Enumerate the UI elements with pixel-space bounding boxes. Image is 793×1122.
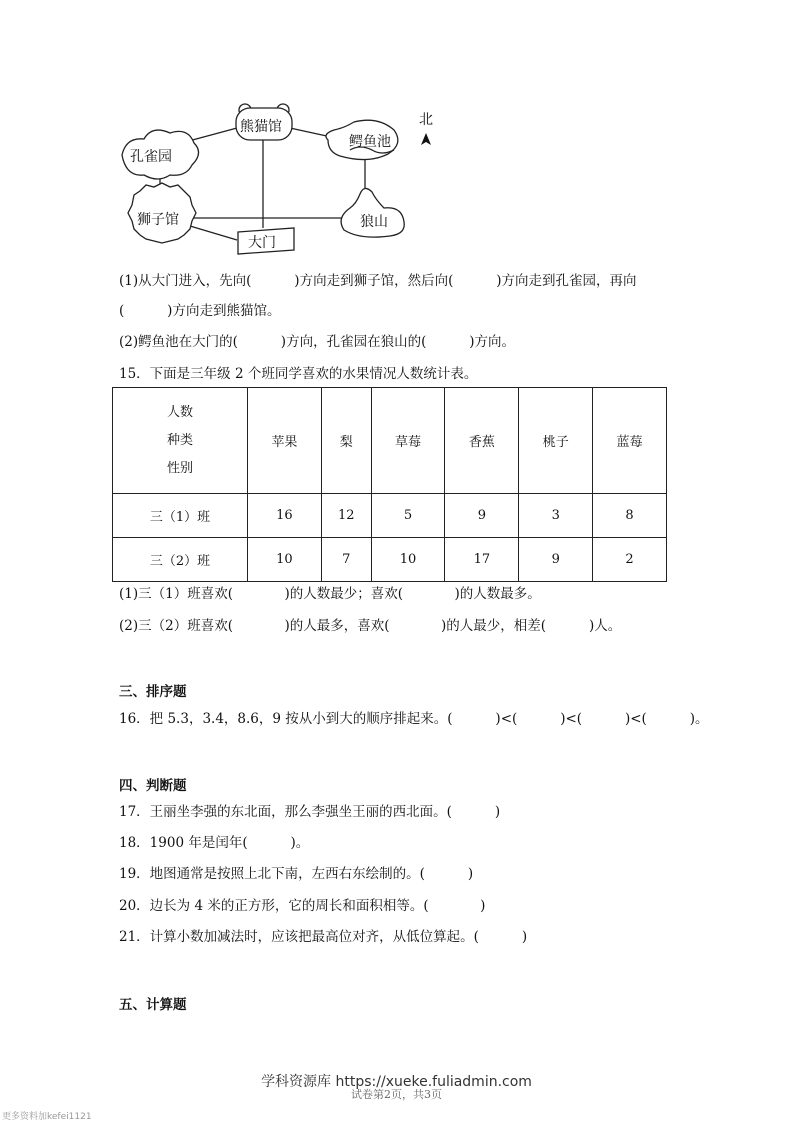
- page-number: 试卷第2页，共3页: [351, 1088, 442, 1101]
- crocodile-label: 鳄鱼池: [349, 134, 391, 150]
- fruit-header: 苹果: [248, 388, 322, 494]
- value-cell: 9: [519, 538, 593, 582]
- q15-sub1: (1)三（1）班喜欢( )的人数最少；喜欢( )的人数最多。: [119, 586, 541, 602]
- q19: 19．地图通常是按照上北下南，左西右东绘制的。( ): [119, 866, 474, 882]
- value-cell: 9: [445, 494, 519, 538]
- north-arrow-icon: [421, 133, 431, 145]
- q14-line3: (2)鳄鱼池在大门的( )方向，孔雀园在狼山的( )方向。: [119, 334, 516, 350]
- peacock-label: 孔雀园: [130, 149, 172, 165]
- value-cell: 3: [519, 494, 593, 538]
- gate-label: 大门: [248, 235, 276, 251]
- value-cell: 10: [371, 538, 445, 582]
- fruit-header: 香蕉: [445, 388, 519, 494]
- value-cell: 10: [248, 538, 322, 582]
- fruit-header: 梨: [321, 388, 371, 494]
- north-label: 北: [419, 112, 433, 128]
- fruit-header: 草莓: [371, 388, 445, 494]
- q21: 21．计算小数加减法时，应该把最高位对齐，从低位算起。( ): [119, 929, 528, 945]
- fruit-stats-table: [112, 387, 667, 582]
- q15-sub2: (2)三（2）班喜欢( )的人最多，喜欢( )的人最少，相差( )人。: [119, 618, 622, 634]
- value-cell: 2: [593, 538, 667, 582]
- wolf-label: 狼山: [360, 214, 388, 230]
- class-cell: 三（2）班: [113, 538, 248, 582]
- header-line-group: 性别: [166, 460, 193, 476]
- diagonal-header-cell: [113, 388, 248, 494]
- panda-label: 熊猫馆: [240, 119, 282, 135]
- section3-heading: 三、排序题: [119, 684, 187, 700]
- q15-title: 15．下面是三年级 2 个班同学喜欢的水果情况人数统计表。: [119, 366, 478, 382]
- value-cell: 8: [593, 494, 667, 538]
- q20: 20．边长为 4 米的正方形，它的周长和面积相等。( ): [119, 898, 486, 914]
- q18: 18．1900 年是闰年( )。: [119, 835, 310, 851]
- value-cell: 7: [321, 538, 371, 582]
- q17: 17．王丽坐李强的东北面，那么李强坐王丽的西北面。( ): [119, 804, 501, 820]
- table-row: [113, 538, 667, 582]
- q14-line1: (1)从大门进入，先向( )方向走到狮子馆，然后向( )方向走到孔雀园，再向: [119, 273, 637, 289]
- table-row: [113, 494, 667, 538]
- path-lion-gate: [190, 226, 237, 240]
- value-cell: 16: [248, 494, 322, 538]
- corner-note: 更多资料加kefei1121: [2, 1112, 92, 1122]
- q16: 16．把 5.3，3.4，8.6，9 按从小到大的顺序排起来。( )<( )<( )<( )。: [119, 711, 709, 727]
- section4-heading: 四、判断题: [119, 778, 187, 794]
- header-line-count: 人数: [166, 404, 193, 420]
- value-cell: 17: [445, 538, 519, 582]
- q14-line2: ( )方向走到熊猫馆。: [119, 303, 281, 319]
- lion-label: 狮子馆: [137, 212, 179, 228]
- section5-heading: 五、计算题: [119, 997, 187, 1013]
- watermark-text: 学科资源库 https://xueke.fuliadmin.com: [261, 1074, 532, 1090]
- fruit-header: 蓝莓: [593, 388, 667, 494]
- class-cell: 三（1）班: [113, 494, 248, 538]
- table-header-row: [113, 388, 667, 494]
- value-cell: 5: [371, 494, 445, 538]
- zoo-map: [0, 0, 793, 270]
- header-line-kind: 种类: [166, 432, 193, 448]
- value-cell: 12: [321, 494, 371, 538]
- fruit-header: 桃子: [519, 388, 593, 494]
